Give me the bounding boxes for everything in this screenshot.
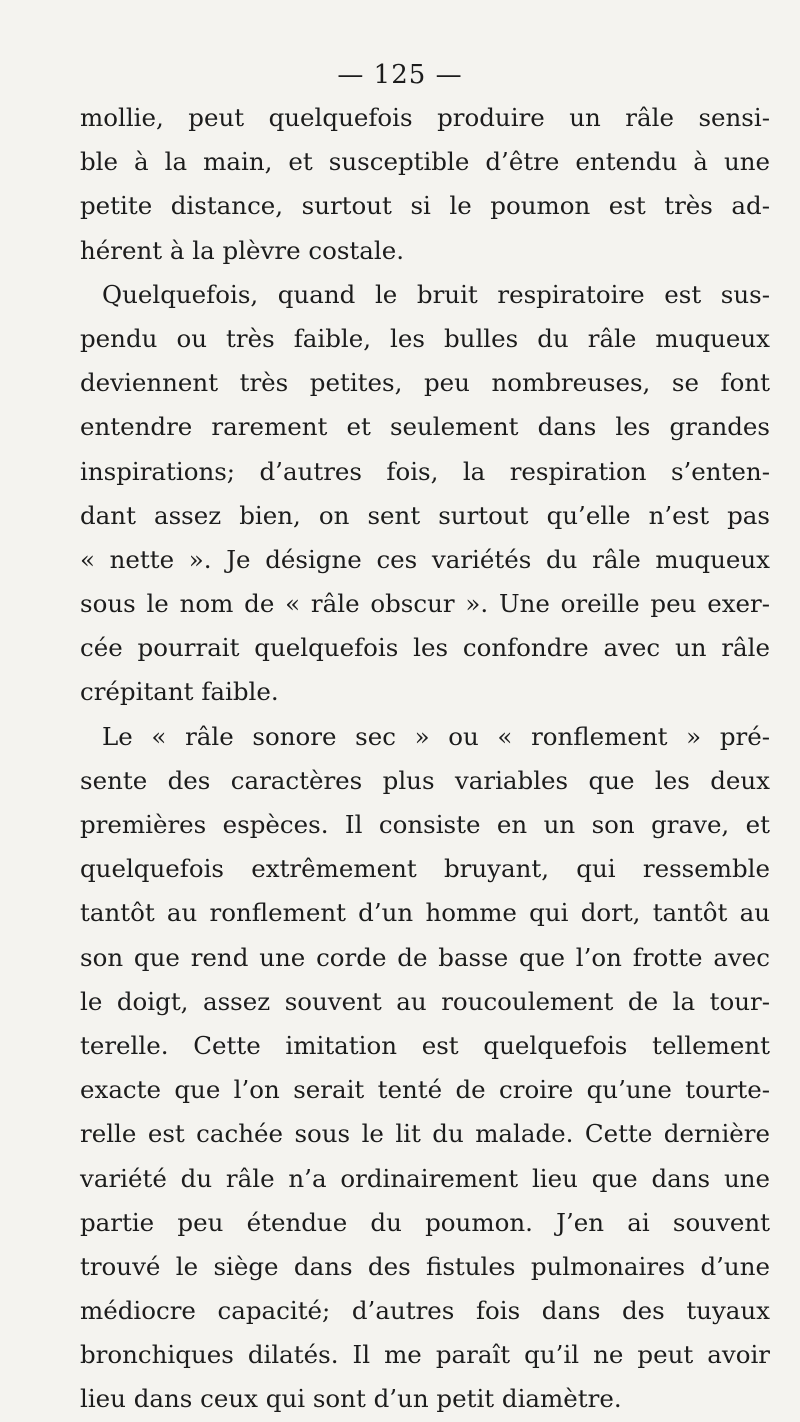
text-line: dant assez bien, on sent surtout qu’elle n’est pas bbox=[80, 500, 770, 530]
text-line: le doigt, assez souvent au roucoulement de la tour- bbox=[80, 986, 770, 1016]
text-line: bronchiques dilatés. Il me paraît qu’il ne peut avoir bbox=[80, 1340, 770, 1370]
text-line: médiocre capacité; d’autres fois dans des tuyaux bbox=[80, 1296, 770, 1326]
text-line: terelle. Cette imitation est quelquefois tellement bbox=[80, 1030, 770, 1060]
text-line: sente des caractères plus variables que les deux bbox=[80, 765, 770, 795]
page-number: — 125 — bbox=[337, 60, 463, 90]
text-line: hérent à la plèvre costale. bbox=[80, 235, 405, 265]
text-line: « nette ». Je désigne ces variétés du râle muqueux bbox=[80, 544, 770, 574]
text-line: sous le nom de « râle obscur ». Une oreille peu exer- bbox=[80, 589, 770, 619]
text-line: trouvé le siège dans des fistules pulmonaires d’une bbox=[80, 1251, 770, 1281]
body-text bbox=[80, 96, 770, 1422]
text-line: quelquefois extrêmement bruyant, qui ressemble bbox=[80, 854, 770, 884]
text-line: tantôt au ronflement d’un homme qui dort, tantôt au bbox=[80, 898, 770, 928]
text-line: son que rend une corde de basse que l’on frotte avec bbox=[80, 942, 770, 972]
text-line: entendre rarement et seulement dans les grandes bbox=[80, 412, 770, 442]
text-line: cée pourrait quelquefois les confondre avec un râle bbox=[80, 633, 770, 663]
text-line: mollie, peut quelquefois produire un râle sensi- bbox=[80, 103, 770, 132]
text-line: deviennent très petites, peu nombreuses, se font bbox=[80, 368, 770, 398]
text-line: inspirations; d’autres fois, la respiration s’enten- bbox=[80, 456, 770, 486]
text-line: exacte que l’on serait tenté de croire qu’une tourte- bbox=[80, 1075, 770, 1105]
text-line: pendu ou très faible, les bulles du râle muqueux bbox=[80, 323, 770, 353]
text-line: Le « râle sonore sec » ou « ronflement » pré- bbox=[102, 721, 770, 751]
text-line: premières espèces. Il consiste en un son grave, et bbox=[80, 810, 770, 839]
text-line: relle est cachée sous le lit du malade. Cette dernière bbox=[80, 1119, 770, 1149]
text-line: ble à la main, et susceptible d’être entendu à une bbox=[80, 147, 770, 177]
text-line: variété du râle n’a ordinairement lieu que dans une bbox=[80, 1163, 770, 1193]
text-line: partie peu étendue du poumon. J’en ai souvent bbox=[80, 1207, 770, 1237]
text-line: lieu dans ceux qui sont d’un petit diamètre. bbox=[80, 1384, 622, 1414]
text-line: Quelquefois, quand le bruit respiratoire est sus- bbox=[102, 279, 770, 309]
text-line: crépitant faible. bbox=[80, 677, 279, 707]
text-line: petite distance, surtout si le poumon est très ad- bbox=[80, 191, 770, 221]
